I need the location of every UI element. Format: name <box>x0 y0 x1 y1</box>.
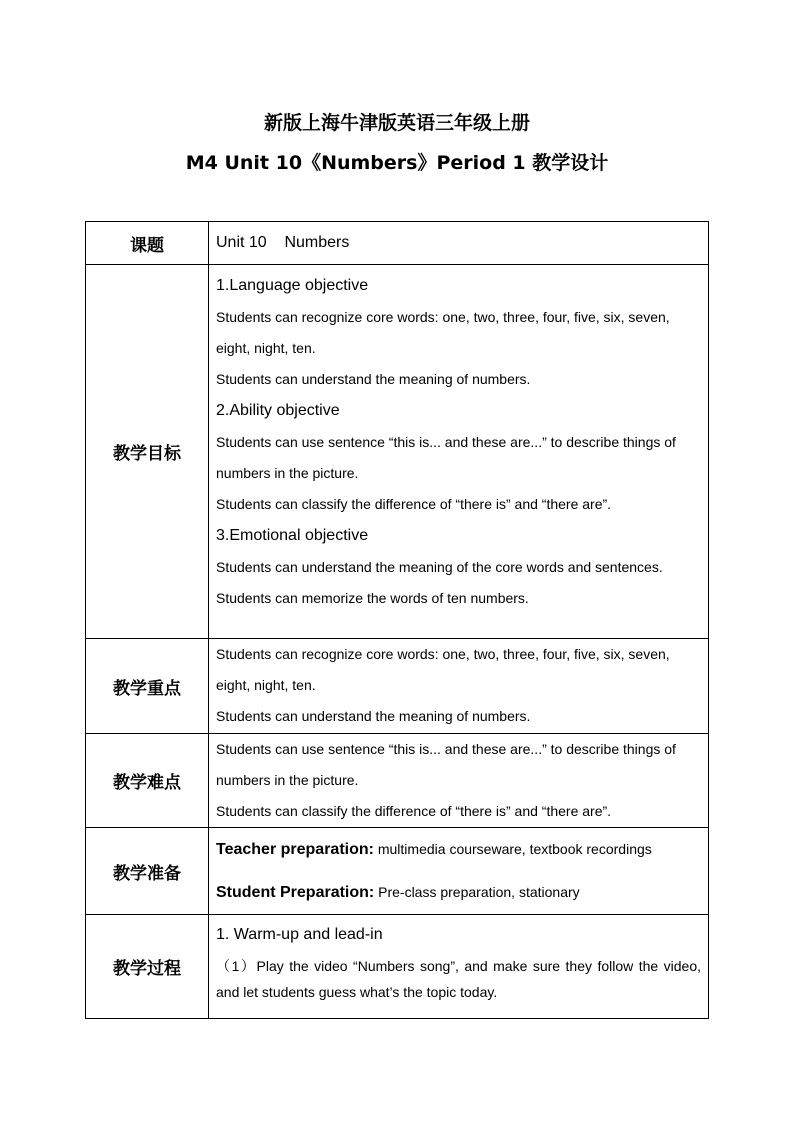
row-topic <box>86 222 709 265</box>
process-label: 教学过程 <box>86 915 209 1019</box>
process-cell <box>209 915 709 1019</box>
emotional-objective-heading: 3.Emotional objective <box>216 527 369 544</box>
preparation-label: 教学准备 <box>86 828 209 915</box>
teacher-preparation <box>216 828 701 871</box>
objective-text: Students can classify the difference of “there is” and “there are”. <box>216 496 612 512</box>
lesson-plan-table <box>85 221 709 1019</box>
objective-text: Students can understand the meaning of the core words and sentences. <box>216 559 663 575</box>
warm-up-step-text: （1）Play the video “Numbers song”, and make sure they follow the video, and let students guess what’s the topic today. <box>216 958 701 1000</box>
row-preparation <box>86 828 709 915</box>
teacher-preparation-value: multimedia courseware, textbook recordings <box>373 841 652 857</box>
teacher-preparation-label: Teacher preparation: <box>216 841 374 858</box>
objective-text: Students can use sentence “this is... and these are...” to describe things of numbers in the picture. <box>216 434 676 481</box>
key-points-cell <box>209 639 709 734</box>
key-points-label: 教学重点 <box>86 639 209 734</box>
objective-text: Students can memorize the words of ten numbers. <box>216 590 529 606</box>
objectives-label: 教学目标 <box>86 265 209 639</box>
row-key-points <box>86 639 709 734</box>
row-difficulties <box>86 734 709 828</box>
ability-objective-heading: 2.Ability objective <box>216 402 340 419</box>
difficulty-text: Students can classify the difference of “there is” and “there are”. <box>216 803 612 819</box>
difficulties-label: 教学难点 <box>86 734 209 828</box>
language-objective-heading: 1.Language objective <box>216 277 369 294</box>
student-preparation <box>216 871 701 914</box>
student-preparation-value: Pre-class preparation, stationary <box>374 884 580 900</box>
doc-title-line1: 新版上海牛津版英语三年级上册 <box>263 112 530 134</box>
preparation-cell <box>209 828 709 915</box>
student-preparation-label: Student Preparation: <box>216 884 375 901</box>
row-objectives <box>86 265 709 639</box>
objective-text: Students can recognize core words: one, two, three, four, five, six, seven, eight, night, ten. <box>216 309 670 356</box>
objective-text: Students can understand the meaning of numbers. <box>216 371 531 387</box>
key-point-text: Students can understand the meaning of numbers. <box>216 708 531 724</box>
topic-value: Unit 10 Numbers <box>216 234 350 251</box>
row-process <box>86 915 709 1019</box>
topic-cell <box>209 222 709 265</box>
warm-up-heading: 1. Warm-up and lead-in <box>216 926 383 943</box>
key-point-text: Students can recognize core words: one, two, three, four, five, six, seven, eight, night, ten. <box>216 646 670 693</box>
doc-title-line2: M4 Unit 10《Numbers》Period 1 教学设计 <box>185 152 609 174</box>
difficulty-text: Students can use sentence “this is... and these are...” to describe things of numbers in the picture. <box>216 741 676 788</box>
topic-label: 课题 <box>86 222 209 265</box>
objectives-cell <box>209 265 709 639</box>
difficulties-cell <box>209 734 709 828</box>
